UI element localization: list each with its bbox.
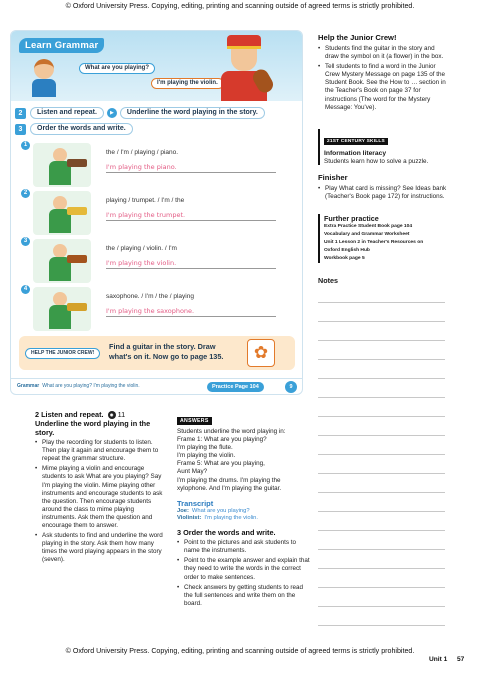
answer-line: I'm playing the drums. I'm playing the [177,476,281,484]
practice-label: Practice [212,384,234,390]
section-3-number: 3 [177,528,182,538]
further-practice-title: Further practice [324,214,379,223]
student-book-page [10,30,303,395]
further-practice-line: Oxford English Hub [324,247,370,253]
note-line [318,340,445,341]
finisher-title: Finisher [318,173,348,182]
exercise-item [21,141,291,189]
audio-track-number: 11 [117,410,126,419]
note-line [318,492,445,493]
flower-icon: ✿ [247,339,275,367]
task-number: 2 [15,108,26,119]
exercise-item [21,189,291,237]
exercise-prompt: saxophone. / I'm / the / playing [106,293,194,300]
section-2-bullet: • Play the recording for students to listen. Then play it again and encourage them to repeat the grammar structure. [35,439,167,463]
exercise-number: 1 [21,141,30,150]
note-line [318,378,445,379]
exercise-number: 2 [21,189,30,198]
note-line [318,511,445,512]
note-line [318,625,445,626]
finisher-section [318,173,448,201]
section-2-bullet: • Mime playing a violin and encourage students to ask What are you playing? Say I'm playing the violin. Mime playing other instruments and encourage students to ask the question. Then encourage students around the class to mime playing instruments. Ask them the question and encourage them to answer. [35,465,167,530]
practice-page: Page 104 [234,384,259,390]
learn-grammar-header [11,31,303,101]
answer-line: I'm playing the flute. [177,444,233,452]
answer-line: Frame 5: What are you playing, [177,460,265,468]
exercise-answer: I'm playing the violin. [106,259,276,269]
task-2b-label: Underline the word playing in the story. [120,107,265,119]
exercise-prompt: the / playing / violin. / I'm [106,245,177,252]
skills-title: Information literacy [324,150,387,157]
further-practice-line: Workbook page 5 [324,255,365,261]
task-number: 3 [15,124,26,135]
boy-illustration [29,57,59,97]
exercise-answer: I'm playing the trumpet. [106,211,276,221]
section-2-title-b: Underline the word playing in the story. [35,419,151,438]
note-line [318,416,445,417]
violinist-illustration [211,35,277,101]
note-line [318,606,445,607]
note-line [318,435,445,436]
note-line [318,454,445,455]
note-line [318,321,445,322]
transcript-line [177,515,311,523]
copyright-notice-top: © Oxford University Press. Copying, editing, printing and scanning outside of agreed terms is strictly prohibited. [65,2,415,10]
learn-grammar-banner: Learn Grammar [19,38,104,53]
exercise-item [21,285,291,333]
exercise-answer: I'm playing the piano. [106,163,276,173]
skills-text: Students learn how to solve a puzzle. [324,158,429,165]
junior-crew-tag: HELP THE JUNIOR CREW! [25,348,100,359]
note-line [318,530,445,531]
audio-icon[interactable]: ▶ [107,108,117,118]
junior-crew-text: Find a guitar in the story. Draw what's on it. Now go to page 135. [109,342,224,361]
note-line [318,587,445,588]
further-practice-line: Extra Practice Student Book page 104 [324,224,413,229]
transcript-text: I'm playing the violin. [204,515,259,522]
footer-unit: Unit 1 [429,656,448,663]
answer-line: Frame 1: What are you playing? [177,436,267,444]
task-3-row [15,123,133,135]
section-3-title: Order the words and write. [183,528,276,538]
footer-page-number: 57 [457,656,465,663]
answer-line: xylophone. And I'm playing the guitar. [177,484,282,492]
help-junior-crew-section [318,33,448,112]
note-line [318,473,445,474]
transcript-line [177,508,311,516]
skills-box [318,129,446,165]
further-practice-line: Vocabulary and Grammar Worksheet [324,231,410,237]
practice-link[interactable] [207,382,264,392]
exercise-prompt: playing / trumpet. / I'm / the [106,197,185,204]
exercise-number: 4 [21,285,30,294]
transcript-text: What are you playing? [191,507,250,514]
answer-line: I'm playing the violin. [177,452,236,460]
answer-line: Aunt May? [177,468,208,476]
section-3-bullet: • Point to the pictures and ask students to name the instruments. [177,539,311,555]
section-3-heading [177,528,311,537]
grammar-label: Grammar [17,383,40,389]
task-2-label: Listen and repeat. [30,107,104,119]
skills-tag: 21ST CENTURY SKILLS [324,138,388,145]
grammar-text: What are you playing? I'm playing the violin. [42,383,140,389]
help-bullet: • Tell students to find a word in the Junior Crew Mystery Message on page 135 of the Student Book. See the How to … section in the Teacher's Book on page 37 for instructions (The word for the Mystery Message: You've). [318,63,448,112]
task-2-row [15,107,265,119]
exercise-answer: I'm playing the saxophone. [106,307,276,317]
further-practice-line: Unit 1 Lesson 2 in Teacher's Resources on [324,239,424,245]
section-2-number: 2 [35,410,40,419]
finisher-bullet: • Play What card is missing? See Ideas bank (Teacher's Book page 172) for instructions. [318,185,448,201]
audio-cd-icon: ◉ [108,411,116,419]
note-line [318,568,445,569]
copyright-notice-bottom: © Oxford University Press. Copying, editing, printing and scanning outside of agreed terms is strictly prohibited. [65,647,415,655]
section-2-title: Listen and repeat. [41,410,104,419]
task-3-label: Order the words and write. [30,123,133,135]
section-2-bullet: • Ask students to find and underline the word playing in the story. Ask them how many times the word playing appears in the story (seven). [35,532,167,564]
note-line [318,359,445,360]
answers-intro: Students underline the word playing in: [177,428,286,435]
help-title: Help the Junior Crew! [318,33,397,42]
answers-section [177,409,311,608]
student-book-footer [11,378,303,394]
notes-title: Notes [318,276,338,285]
saxophone-player-illustration [33,287,91,331]
grammar-summary [17,383,140,389]
speech-bubble-answer: I'm playing the violin. [151,78,224,89]
help-bullet: • Students find the guitar in the story and draw the symbol on it (a flower) in the box. [318,45,448,61]
note-line [318,397,445,398]
note-line [318,549,445,550]
exercise-number: 3 [21,237,30,246]
transcript-speaker: Joe: [177,507,189,514]
transcript-speaker: Violinist: [177,515,202,522]
section-3-bullet: • Point to the example answer and explain that they need to write the words in the correct order to make sentences. [177,557,311,581]
exercise-prompt: the / I'm / playing / piano. [106,149,179,156]
transcript-title: Transcript [177,498,214,508]
note-line [318,302,445,303]
junior-crew-box [19,336,295,370]
section-2-heading [35,410,167,437]
answers-tag: ANSWERS [177,417,212,425]
exercise-item [21,237,291,285]
further-practice-box [318,214,446,263]
trumpet-player-illustration [33,191,91,235]
speech-bubble-question: What are you playing? [79,63,155,74]
student-book-page-number: 9 [285,381,297,393]
section-3-bullet: • Check answers by getting students to read the full sentences and write them on the board. [177,584,311,608]
section-2-notes [35,410,167,564]
violin-player-illustration [33,239,91,283]
piano-player-illustration [33,143,91,187]
